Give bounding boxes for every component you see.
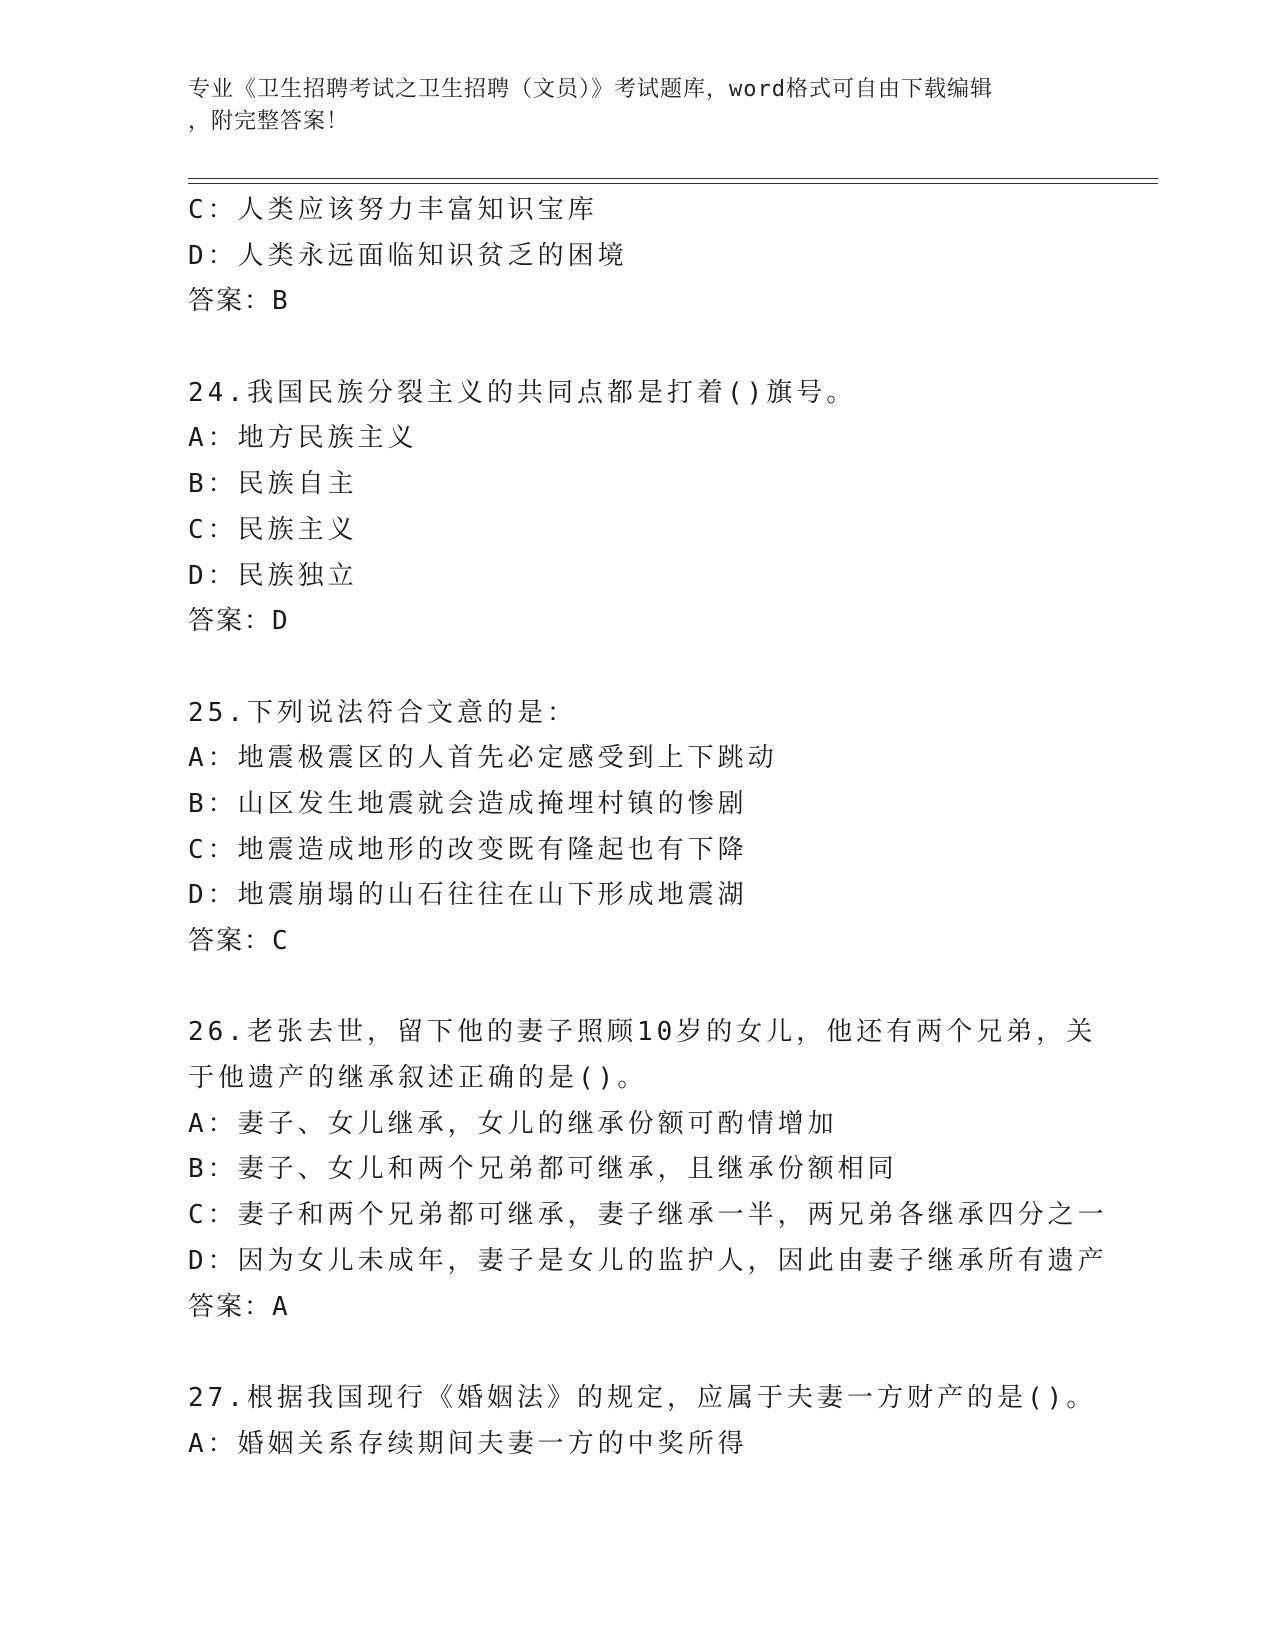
option-text: D：地震崩塌的山石往往在山下形成地震湖 bbox=[188, 880, 748, 911]
option-text: B：妻子、女儿和两个兄弟都可继承，且继承份额相同 bbox=[188, 1154, 898, 1185]
header-divider-top bbox=[188, 178, 1158, 179]
option-text: B：民族自主 bbox=[188, 469, 358, 500]
question-text: 26.老张去世，留下他的妻子照顾10岁的女儿，他还有两个兄弟，关 bbox=[188, 1017, 1097, 1048]
option-text: D：民族独立 bbox=[188, 560, 358, 591]
answer-value: C bbox=[272, 926, 288, 956]
page-header bbox=[188, 74, 1088, 138]
answer-line bbox=[188, 279, 1088, 325]
answer-value: D bbox=[272, 606, 288, 637]
header-line-2: ，附完整答案！ bbox=[188, 109, 350, 134]
option-text: C：人类应该努力丰富知识宝库 bbox=[188, 195, 598, 225]
option-text: A：地震极震区的人首先必定感受到上下跳动 bbox=[188, 743, 778, 774]
question-list bbox=[188, 188, 1108, 1467]
answer-value: B bbox=[272, 286, 288, 317]
spacer bbox=[188, 325, 1088, 371]
answer-label: 答案： bbox=[188, 606, 273, 637]
answer-label: 答案： bbox=[188, 1291, 273, 1322]
answer-line bbox=[188, 599, 1088, 645]
header-divider-bottom bbox=[188, 183, 1158, 184]
option-text: D：因为女儿未成年，妻子是女儿的监护人，因此由妻子继承所有遗产 bbox=[188, 1245, 1108, 1276]
spacer bbox=[188, 645, 1088, 691]
spacer bbox=[188, 1330, 1088, 1376]
question-text: 24.我国民族分裂主义的共同点都是打着()旗号。 bbox=[188, 377, 857, 408]
option-text: D：人类永远面临知识贫乏的困境 bbox=[188, 240, 628, 271]
header-line-1: 专业《卫生招聘考试之卫生招聘（文员）》考试题库，word格式可自由下载编辑 bbox=[188, 77, 993, 102]
option-text: A：妻子、女儿继承，女儿的继承份额可酌情增加 bbox=[188, 1108, 838, 1139]
option-text: B：山区发生地震就会造成掩埋村镇的惨剧 bbox=[188, 788, 748, 819]
answer-label: 答案： bbox=[188, 926, 273, 956]
spacer bbox=[188, 965, 1088, 1011]
answer-value: A bbox=[272, 1291, 288, 1322]
option-text: C：民族主义 bbox=[188, 514, 358, 545]
question-text: 27.根据我国现行《婚姻法》的规定，应属于夫妻一方财产的是()。 bbox=[188, 1382, 1097, 1413]
option-text: A：婚姻关系存续期间夫妻一方的中奖所得 bbox=[188, 1428, 748, 1459]
option-text: C：地震造成地形的改变既有隆起也有下降 bbox=[188, 834, 748, 865]
question-text: 于他遗产的继承叙述正确的是()。 bbox=[188, 1063, 648, 1094]
answer-label: 答案： bbox=[188, 286, 273, 317]
option-text: C：妻子和两个兄弟都可继承，妻子继承一半，两兄弟各继承四分之一 bbox=[188, 1200, 1108, 1231]
answer-line bbox=[188, 919, 1088, 965]
option-text: A：地方民族主义 bbox=[188, 423, 418, 454]
answer-line bbox=[188, 1285, 1088, 1331]
question-text: 25.下列说法符合文意的是： bbox=[188, 697, 577, 728]
